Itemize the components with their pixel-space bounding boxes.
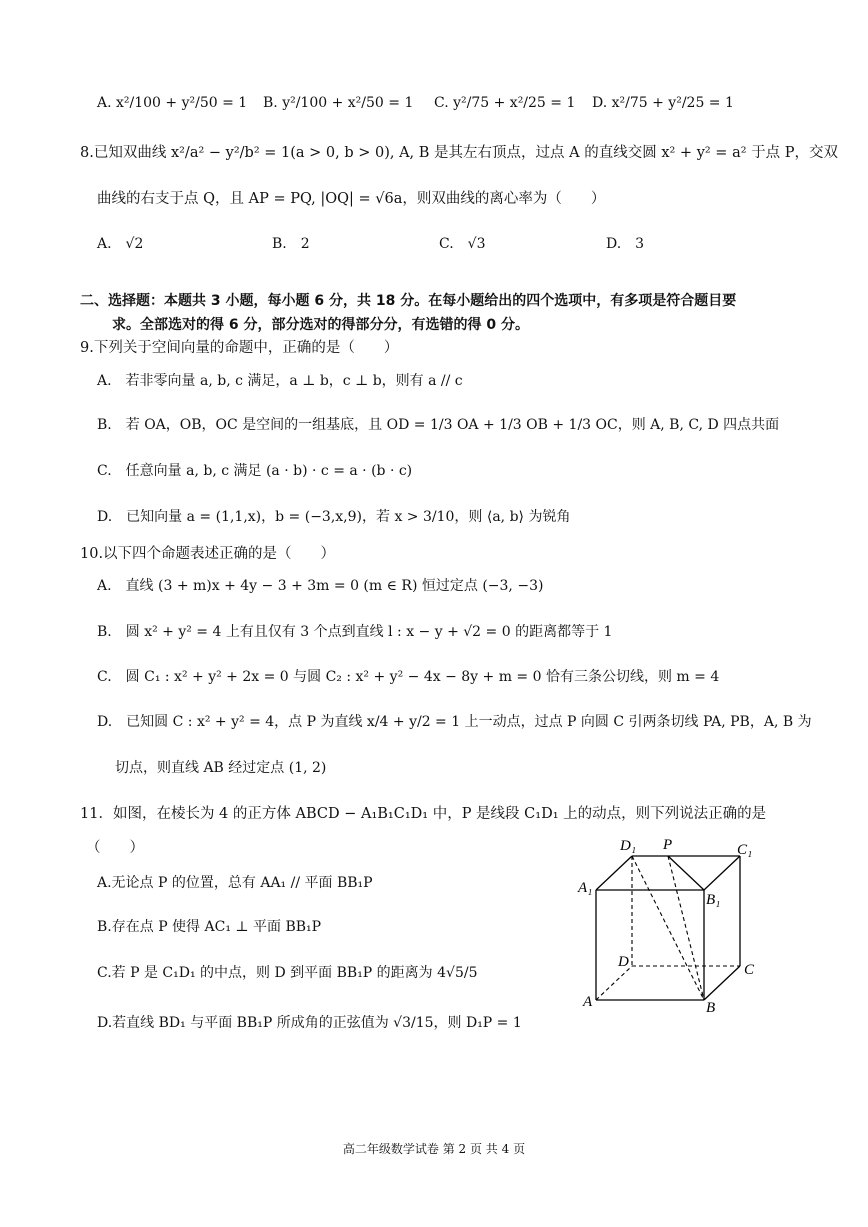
q11-option-b: B.存在点 P 使得 AC₁ ⊥ 平面 BB₁P (97, 919, 322, 935)
q8-option-d: D. 3 (606, 236, 645, 252)
q9-option-c: C. 任意向量 a, b, c 满足 (a · b) · c = a · (b · c) (97, 463, 413, 479)
q9-stem: 9.下列关于空间向量的命题中，正确的是（ ） (80, 340, 399, 356)
q10-option-b: B. 圆 x² + y² = 4 上有且仅有 3 个点到直线 l : x − y + √2 = 0 的距离都等于 1 (97, 624, 613, 640)
q9-option-a: A. 若非零向量 a, b, c 满足，a ⊥ b，c ⊥ b，则有 a // c (97, 373, 463, 389)
q8-option-c: C. √3 (439, 236, 486, 252)
q8-option-a: A. √2 (97, 236, 144, 252)
q10-option-d-cont: 切点，则直线 AB 经过定点 (1, 2) (115, 760, 327, 776)
q11-option-a: A.无论点 P 的位置，总有 AA₁ // 平面 BB₁P (97, 875, 373, 891)
label-d1: D₁ (620, 838, 637, 854)
q10-stem: 10.以下四个命题表述正确的是（ ） (80, 546, 336, 562)
q7-option-b: B. y²/100 + x²/50 = 1 (263, 95, 414, 111)
section2-heading-line2: 求。全部选对的得 6 分，部分选对的得部分分，有选错的得 0 分。 (112, 317, 529, 333)
q11-stem: 11．如图，在棱长为 4 的正方体 ABCD − A₁B₁C₁D₁ 中，P 是线段 C₁D₁ 上的动点，则下列说法正确的是 (80, 806, 767, 822)
q10-option-c: C. 圆 C₁ : x² + y² + 2x = 0 与圆 C₂ : x² + y² − 4x − 8y + m = 0 恰有三条公切线，则 m = 4 (97, 669, 720, 685)
q11-option-d: D.若直线 BD₁ 与平面 BB₁P 所成角的正弦值为 √3/15，则 D₁P = 1 (97, 1015, 522, 1031)
section2-heading-line1: 二、选择题：本题共 3 小题，每小题 6 分，共 18 分。在每小题给出的四个选项中，有多项是符合题目要 (80, 293, 737, 309)
page-footer: 高二年级数学试卷 第 2 页 共 4 页 (342, 1142, 526, 1156)
q8-option-b: B. 2 (272, 236, 310, 252)
label-b: B (706, 1000, 716, 1016)
q9-option-b: B. 若 OA，OB，OC 是空间的一组基底，且 OD = 1/3 OA + 1/3 OB + 1/3 OC，则 A, B, C, D 四点共面 (97, 417, 780, 433)
label-c1: C₁ (737, 842, 753, 858)
cube-figure (570, 832, 770, 1022)
q11-answer-paren: （ ） (86, 840, 144, 856)
q8-stem-line2: 曲线的右支于点 Q，且 AP = PQ, |OQ| = √6a，则双曲线的离心率为（ ） (97, 191, 606, 207)
label-b1: B₁ (706, 892, 721, 908)
label-c: C (744, 962, 755, 978)
q10-option-a: A. 直线 (3 + m)x + 4y − 3 + 3m = 0 (m ∈ R) 恒过定点 (−3, −3) (97, 578, 544, 594)
label-d: D (618, 954, 629, 970)
q10-option-d: D. 已知圆 C : x² + y² = 4，点 P 为直线 x/4 + y/2 = 1 上一动点，过点 P 向圆 C 引两条切线 PA, PB，A, B 为 (97, 714, 812, 730)
label-a1: A₁ (578, 880, 593, 896)
q9-option-d: D. 已知向量 a = (1,1,x)，b = (−3,x,9)，若 x > 3/10，则 ⟨a, b⟩ 为锐角 (97, 509, 571, 525)
q11-option-c: C.若 P 是 C₁D₁ 的中点，则 D 到平面 BB₁P 的距离为 4√5/5 (97, 965, 478, 981)
label-p: P (663, 837, 673, 853)
q8-stem-line1: 8.已知双曲线 x²/a² − y²/b² = 1(a > 0, b > 0), A, B 是其左右顶点，过点 A 的直线交圆 x² + y² = a² 于点 P，交双 (80, 145, 838, 161)
q7-option-a: A. x²/100 + y²/50 = 1 (97, 95, 248, 111)
label-a: A (583, 994, 593, 1010)
q7-option-c: C. y²/75 + x²/25 = 1 (434, 95, 576, 111)
q7-option-d: D. x²/75 + y²/25 = 1 (592, 95, 734, 111)
